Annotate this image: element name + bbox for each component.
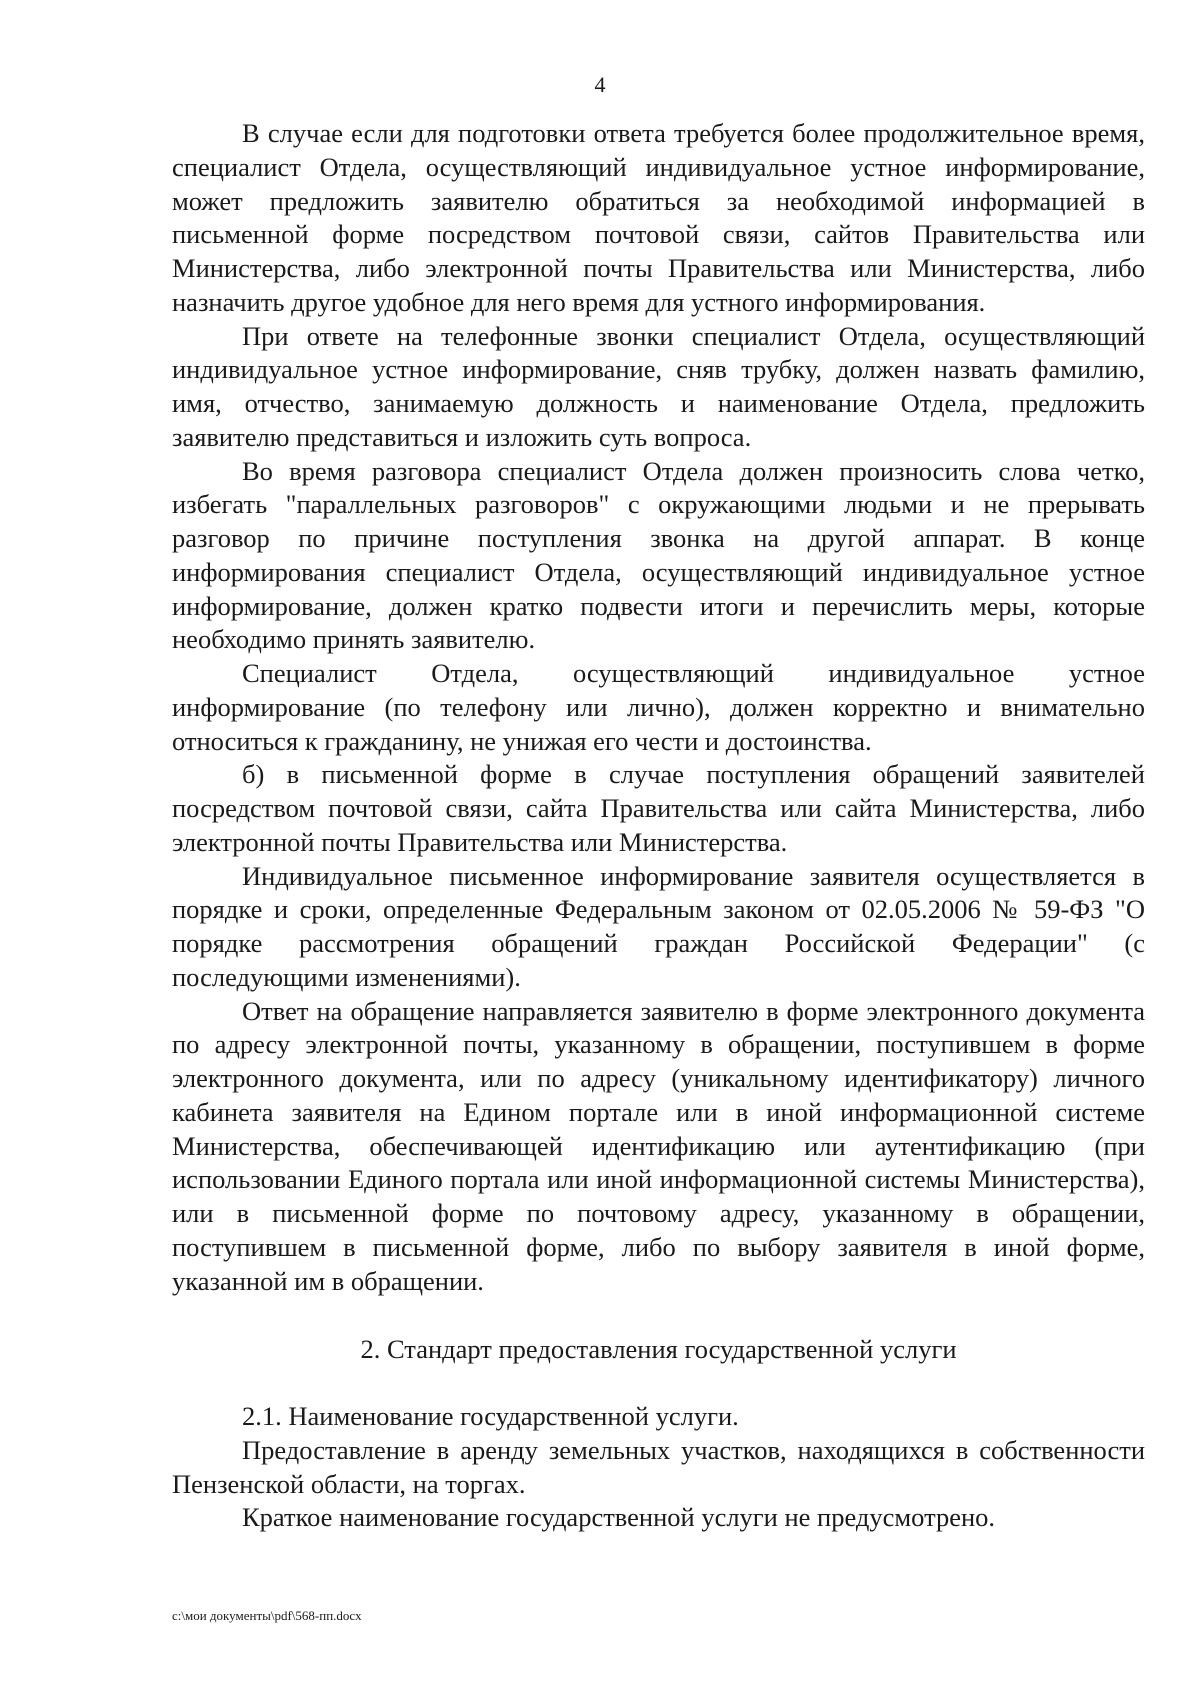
paragraph: При ответе на телефонные звонки специалист Отдела, осуществляющий индивидуальное устное информирование, сняв трубку, должен назвать фамилию, имя, отчество, занимаемую должность и наименование Отдела, предложить заявителю представиться и изложить суть вопроса. [172, 320, 1145, 452]
footer-file-path: c:\мои документы\pdf\568-пп.docx [172, 1608, 362, 1623]
paragraph: Ответ на обращение направляется заявителю в форме электронного документа по адресу электронной почты, указанному в обращении, поступившем в форме электронного документа, или по адресу (уникальному идентификатору) личного кабинета заявителя на Едином портале или в иной информационной системе Министерства, обеспечивающей идентификацию или аутентификацию (при использовании Единого портала или иной информационной системы Министерства), или в письменной форме по почтовому адресу, указанному в обращении, поступившем в письменной форме, либо по выбору заявителя в иной форме, указанной им в обращении. [172, 995, 1145, 1296]
paragraph: Предоставление в аренду земельных участков, находящихся в собственности Пензенской области, на торгах. [172, 1434, 1145, 1499]
paragraph: Во время разговора специалист Отдела должен произносить слова четко, избегать "параллельных разговоров" с окружающими людьми и не прерывать разговор по причине поступления звонка на другой аппарат. В конце информирования специалист Отдела, осуществляющий индивидуальное устное информирование, должен кратко подвести итоги и перечислить меры, которые необходимо принять заявителю. [172, 455, 1145, 655]
document-body [172, 117, 1145, 1535]
paragraph: Специалист Отдела, осуществляющий индивидуальное устное информирование (по телефону или лично), должен корректно и внимательно относиться к гражданину, не унижая его чести и достоинства. [172, 658, 1145, 756]
section-heading: 2. Стандарт предоставления государственной услуги [360, 1334, 957, 1365]
paragraph: Индивидуальное письменное информирование заявителя осуществляется в порядке и сроки, определенные Федеральным законом от 02.05.2006 № 59-ФЗ "О порядке рассмотрения обращений граждан Российской Федерации" (с последующими изменениями). [172, 860, 1145, 992]
page-number: 4 [594, 72, 606, 97]
paragraph: Краткое наименование государственной услуги не предусмотрено. [242, 1502, 996, 1533]
paragraph: В случае если для подготовки ответа требуется более продолжительное время, специалист Отдела, осуществляющий индивидуальное устное информирование, может предложить заявителю обратиться за необходимой информацией в письменной форме посредством почтовой связи, сайтов Правительства или Министерства, либо электронной почты Правительства или Министерства, либо назначить другое удобное для него время для устного информирования. [172, 118, 1145, 317]
subsection-title: 2.1. Наименование государственной услуги. [242, 1401, 739, 1431]
paragraph: б) в письменной форме в случае поступления обращений заявителей посредством почтовой связи, сайта Правительства или сайта Министерства, либо электронной почты Правительства или Министерства. [172, 759, 1145, 857]
